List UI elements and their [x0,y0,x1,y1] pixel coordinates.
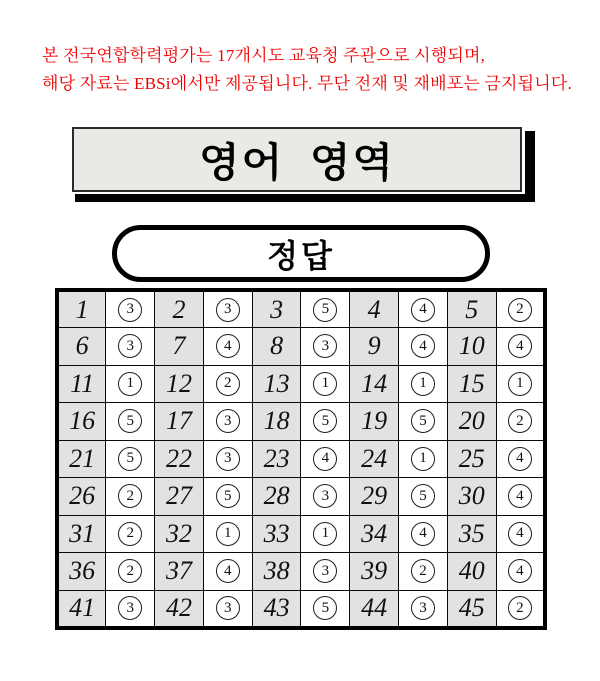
answer-cell [106,478,155,516]
title-box-shadow-right [525,131,535,202]
circled-answer-number: 2 [411,559,435,583]
circled-answer-number: 4 [508,484,532,508]
question-number-cell: 38 [252,553,301,591]
question-number-cell: 20 [447,403,496,441]
circled-answer-number: 4 [411,298,435,322]
answer-cell [203,515,252,553]
question-number-cell: 21 [57,440,106,478]
answer-table-body [57,290,545,628]
question-number-cell: 14 [350,365,399,403]
answer-cell [106,403,155,441]
circled-answer-number: 4 [508,334,532,358]
answer-cell [301,553,350,591]
circled-answer-number: 2 [118,522,142,546]
circled-answer-number: 3 [216,298,240,322]
circled-answer-number: 3 [216,447,240,471]
answer-cell [301,515,350,553]
circled-answer-number: 3 [313,334,337,358]
circled-answer-number: 4 [411,522,435,546]
answer-cell [399,290,448,328]
answer-table-row [57,403,545,441]
answer-cell [399,365,448,403]
copyright-notice-line2: 해당 자료는 EBSi에서만 제공됩니다. 무단 전재 및 재배포는 금지됩니다. [42,74,572,93]
answer-cell [496,365,545,403]
circled-answer-number: 2 [118,484,142,508]
question-number-cell: 31 [57,515,106,553]
circled-answer-number: 3 [118,596,142,620]
answer-cell [399,515,448,553]
question-number-cell: 40 [447,553,496,591]
circled-answer-number: 4 [508,559,532,583]
circled-answer-number: 4 [508,447,532,471]
title-box-shadow-bottom [75,194,535,202]
answer-cell [301,590,350,628]
circled-answer-number: 3 [216,596,240,620]
question-number-cell: 11 [57,365,106,403]
question-number-cell: 16 [57,403,106,441]
circled-answer-number: 4 [508,522,532,546]
question-number-cell: 7 [155,328,204,366]
circled-answer-number: 3 [118,298,142,322]
question-number-cell: 25 [447,440,496,478]
circled-answer-number: 3 [313,484,337,508]
answer-cell [106,440,155,478]
question-number-cell: 37 [155,553,204,591]
question-number-cell: 22 [155,440,204,478]
circled-answer-number: 4 [216,559,240,583]
answer-table-row [57,365,545,403]
answer-cell [301,328,350,366]
question-number-cell: 28 [252,478,301,516]
circled-answer-number: 1 [411,447,435,471]
question-number-cell: 39 [350,553,399,591]
question-number-cell: 15 [447,365,496,403]
circled-answer-number: 2 [508,596,532,620]
answers-heading-oval [112,225,490,282]
answer-cell [399,478,448,516]
circled-answer-number: 5 [411,484,435,508]
circled-answer-number: 5 [313,409,337,433]
answer-cell [203,365,252,403]
answer-cell [301,403,350,441]
question-number-cell: 19 [350,403,399,441]
circled-answer-number: 4 [411,334,435,358]
answers-heading: 정답 [267,237,335,274]
answer-cell [399,590,448,628]
circled-answer-number: 1 [313,522,337,546]
circled-answer-number: 1 [313,372,337,396]
answer-cell [106,515,155,553]
question-number-cell: 34 [350,515,399,553]
question-number-cell: 36 [57,553,106,591]
answer-cell [203,478,252,516]
circled-answer-number: 1 [118,372,142,396]
circled-answer-number: 2 [508,298,532,322]
copyright-notice [42,42,582,98]
answer-cell [106,590,155,628]
circled-answer-number: 1 [508,372,532,396]
answer-cell [496,403,545,441]
answer-cell [399,553,448,591]
circled-answer-number: 1 [216,522,240,546]
circled-answer-number: 5 [118,447,142,471]
answer-table-row [57,290,545,328]
answer-cell [399,403,448,441]
question-number-cell: 9 [350,328,399,366]
question-number-cell: 35 [447,515,496,553]
answer-cell [203,328,252,366]
circled-answer-number: 2 [216,372,240,396]
question-number-cell: 26 [57,478,106,516]
answer-cell [106,328,155,366]
question-number-cell: 27 [155,478,204,516]
circled-answer-number: 5 [313,298,337,322]
question-number-cell: 41 [57,590,106,628]
question-number-cell: 44 [350,590,399,628]
answer-table-row [57,590,545,628]
question-number-cell: 4 [350,290,399,328]
answer-cell [496,290,545,328]
answer-cell [106,365,155,403]
question-number-cell: 42 [155,590,204,628]
circled-answer-number: 2 [118,559,142,583]
answer-cell [203,403,252,441]
question-number-cell: 24 [350,440,399,478]
answer-cell [203,440,252,478]
answer-cell [496,328,545,366]
circled-answer-number: 5 [411,409,435,433]
answer-cell [203,590,252,628]
question-number-cell: 43 [252,590,301,628]
question-number-cell: 45 [447,590,496,628]
circled-answer-number: 5 [118,409,142,433]
answer-table-row [57,328,545,366]
circled-answer-number: 2 [508,409,532,433]
question-number-cell: 30 [447,478,496,516]
answer-table-row [57,440,545,478]
answer-cell [106,553,155,591]
question-number-cell: 13 [252,365,301,403]
question-number-cell: 8 [252,328,301,366]
question-number-cell: 6 [57,328,106,366]
question-number-cell: 12 [155,365,204,403]
question-number-cell: 10 [447,328,496,366]
answer-cell [496,478,545,516]
copyright-notice-line1: 본 전국연합학력평가는 17개시도 교육청 주관으로 시행되며, [42,46,486,65]
answer-table-row [57,553,545,591]
question-number-cell: 18 [252,403,301,441]
question-number-cell: 1 [57,290,106,328]
answer-cell [106,290,155,328]
answer-cell [399,440,448,478]
circled-answer-number: 3 [118,334,142,358]
answer-cell [301,290,350,328]
circled-answer-number: 3 [313,559,337,583]
answer-table-row [57,515,545,553]
circled-answer-number: 5 [216,484,240,508]
answer-cell [399,328,448,366]
question-number-cell: 3 [252,290,301,328]
circled-answer-number: 5 [313,596,337,620]
question-number-cell: 23 [252,440,301,478]
answer-cell [203,290,252,328]
answer-cell [496,515,545,553]
answer-table [55,288,547,630]
answer-cell [301,440,350,478]
answer-cell [496,440,545,478]
circled-answer-number: 1 [411,372,435,396]
question-number-cell: 33 [252,515,301,553]
answer-table-row [57,478,545,516]
question-number-cell: 5 [447,290,496,328]
question-number-cell: 17 [155,403,204,441]
answer-cell [496,590,545,628]
circled-answer-number: 4 [216,334,240,358]
answer-cell [203,553,252,591]
answer-cell [301,365,350,403]
circled-answer-number: 3 [216,409,240,433]
question-number-cell: 29 [350,478,399,516]
answer-cell [301,478,350,516]
question-number-cell: 2 [155,290,204,328]
question-number-cell: 32 [155,515,204,553]
section-title: 영어 영역 [199,139,395,185]
answer-cell [496,553,545,591]
section-title-box [72,127,522,192]
circled-answer-number: 3 [411,596,435,620]
circled-answer-number: 4 [313,447,337,471]
